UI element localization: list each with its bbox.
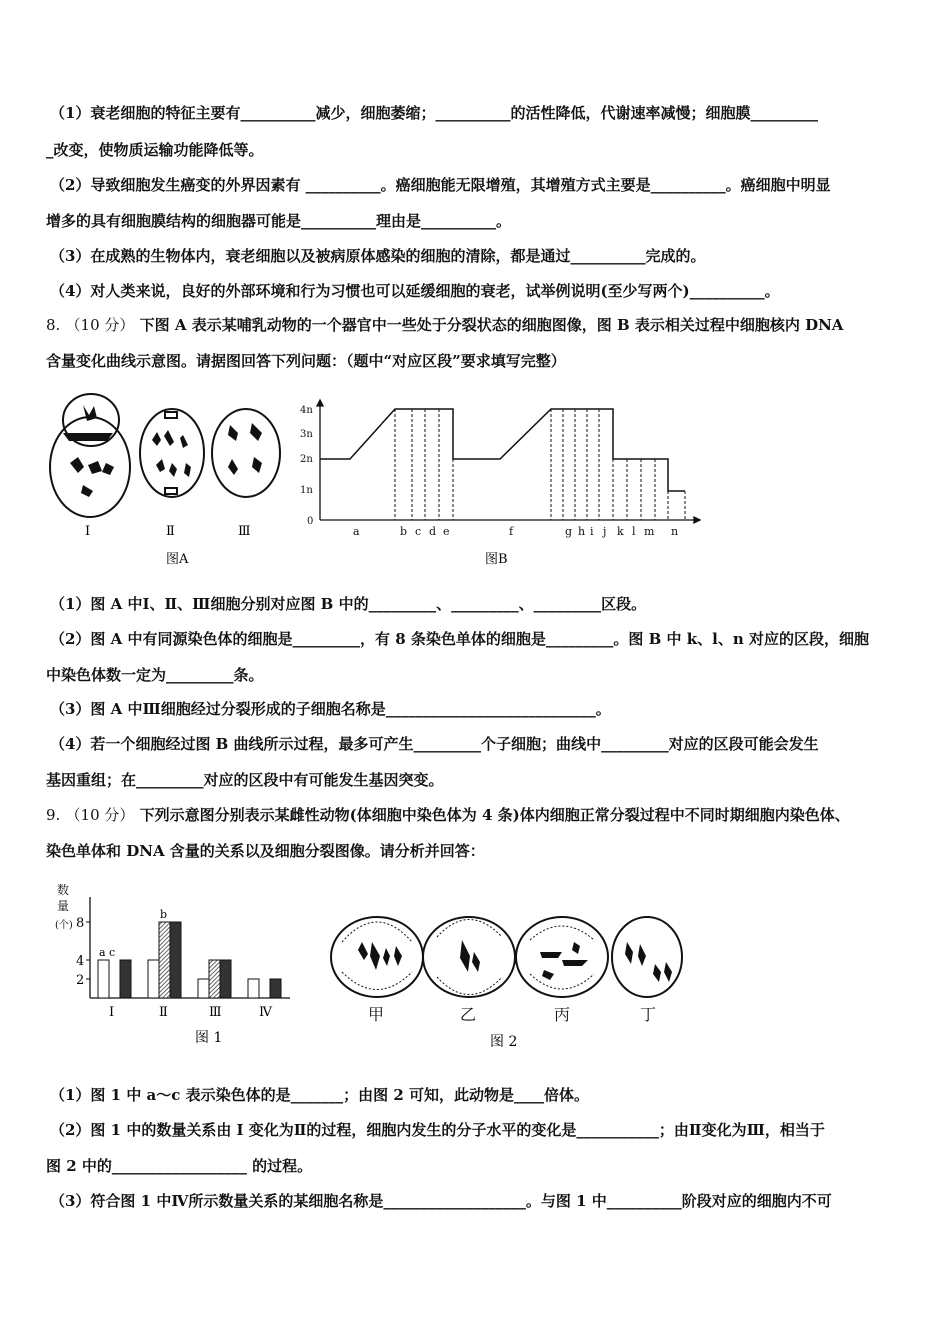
- fig2-label-bing: 丙: [554, 1005, 571, 1024]
- fig2-caption: 图 2: [490, 1034, 518, 1050]
- fig1-ylabel-3: (个): [55, 920, 73, 931]
- fig-b-x-k: k: [617, 525, 624, 538]
- fig-b-ytick-2n: 2n: [300, 454, 313, 465]
- fig1-bar-c-4: [270, 979, 281, 998]
- fig-a-label-2: Ⅱ: [166, 524, 175, 539]
- fig1-ytick-label: 8: [76, 916, 85, 931]
- fig-b-x-c: c: [415, 525, 422, 538]
- fig1-ytick-label: 4: [76, 954, 85, 969]
- fig-b-x-i: i: [590, 525, 594, 538]
- q9-number: 9.: [46, 806, 61, 824]
- q7-part3: （3）在成熟的生物体内，衰老细胞以及被病原体感染的细胞的清除，都是通过__________完成的。: [50, 247, 706, 265]
- fig-b-ytick-1n: 1n: [300, 485, 313, 496]
- cell-3: [212, 409, 280, 497]
- q8-stem-line2: 含量变化曲线示意图。请据图回答下列问题：（题中“对应区段”要求填写完整）: [46, 352, 566, 370]
- fig-b-x-n: n: [671, 525, 679, 538]
- q7-part4: （4）对人类来说，良好的外部环境和行为习惯也可以延缓细胞的衰老，试举例说明(至少写两个)__________。: [50, 282, 780, 300]
- fig-b-x-d: d: [429, 525, 437, 538]
- fig1-bar-a-4: [248, 979, 259, 998]
- q9-part2-line1: （2）图 1 中的数量关系由 I 变化为Ⅱ的过程，细胞内发生的分子水平的变化是___________；由Ⅱ变化为Ⅲ，相当于: [50, 1121, 825, 1139]
- q8-part4-line1: （4）若一个细胞经过图 B 曲线所示过程，最多可产生_________个子细胞；曲线中_________对应的区段可能会发生: [50, 735, 819, 753]
- fig-b-x-b: b: [400, 525, 408, 538]
- q8-part1: （1）图 A 中Ⅰ、Ⅱ、Ⅲ细胞分别对应图 B 中的_________、_________、_________区段。: [50, 595, 647, 613]
- q7-part1-line1: （1）衰老细胞的特征主要有__________减少，细胞萎缩；__________的活性降低，代谢速率减慢；细胞膜_________: [50, 104, 818, 122]
- q8-part2-line1: （2）图 A 中有同源染色体的细胞是_________，有 8 条染色单体的细胞是_________。图 B 中 k、l、n 对应的区段，细胞: [50, 630, 869, 648]
- fig1-bar-a-2: [148, 960, 159, 998]
- fig1-bar-c-1: [120, 960, 131, 998]
- cell-3-chromosomes: [228, 423, 262, 475]
- fig-b-x-j: j: [603, 525, 607, 538]
- q8-part2-line2: 中染色体数一定为_________条。: [46, 666, 264, 684]
- fig-b-x-e: e: [443, 525, 450, 538]
- fig1-ylabel-2: 量: [57, 899, 70, 913]
- cell-2: [140, 409, 204, 497]
- fig1-series-letter-b: b: [160, 908, 168, 921]
- q8-figure-b: [295, 395, 715, 575]
- q9-part2-line2: 图 2 中的__________________ 的过程。: [46, 1157, 313, 1175]
- cell-2-chromosomes: [152, 430, 191, 477]
- fig1-series-letter-a: a: [99, 946, 106, 959]
- cell-1: [50, 394, 130, 517]
- fig-b-x-a: a: [353, 525, 360, 538]
- q9-figure-1-chart: [55, 880, 305, 1055]
- fig-b-ytick-0: 0: [307, 516, 314, 527]
- q7-part2-line2: 增多的具有细胞膜结构的细胞器可能是__________理由是__________。: [46, 212, 512, 230]
- fig-a-caption: 图A: [166, 552, 189, 567]
- fig-a-label-3: Ⅲ: [238, 524, 251, 539]
- q8-score: （10 分）: [65, 316, 135, 334]
- fig-b-x-h: h: [578, 525, 586, 538]
- q8-figure-a: [48, 385, 288, 570]
- q8-stem-text: 下图 A 表示某哺乳动物的一个器官中一些处于分裂状态的细胞图像，图 B 表示相关过程中细胞核内 DNA: [139, 316, 844, 334]
- q9-stem-line2: 染色单体和 DNA 含量的关系以及细胞分裂图像。请分析并回答：: [46, 842, 485, 860]
- q8-part3: （3）图 A 中Ⅲ细胞经过分裂形成的子细胞名称是____________________________。: [50, 700, 611, 718]
- fig-b-axes: [317, 400, 700, 523]
- fig-b-x-g: g: [565, 525, 573, 538]
- cell-bing: [516, 917, 608, 997]
- fig1-bar-c-3: [220, 960, 231, 998]
- q7-part1-line2: _改变，使物质运输功能降低等。: [46, 141, 264, 159]
- fig1-bar-b-2: [159, 922, 170, 998]
- fig1-caption: 图 1: [195, 1030, 223, 1046]
- q9-stem-line1: [46, 805, 850, 825]
- fig1-bar-a-1: [98, 960, 109, 998]
- fig1-series-letter-c: c: [109, 946, 116, 959]
- fig1-category-label: Ⅳ: [259, 1005, 272, 1020]
- fig1-bar-a-3: [198, 979, 209, 998]
- q9-stem-text: 下列示意图分别表示某雌性动物(体细胞中染色体为 4 条)体内细胞正常分裂过程中不同时期细胞内染色体、: [139, 806, 850, 824]
- fig-b-caption: 图B: [485, 552, 508, 567]
- q9-score: （10 分）: [65, 806, 135, 824]
- cell-1-chromosomes: [63, 405, 114, 497]
- q8-part4-line2: 基因重组；在_________对应的区段中有可能发生基因突变。: [46, 771, 444, 789]
- fig-b-ytick-3n: 3n: [300, 429, 313, 440]
- fig-b-x-f: f: [509, 525, 514, 538]
- q8-number: 8.: [46, 316, 61, 334]
- q9-part3: （3）符合图 1 中Ⅳ所示数量关系的某细胞名称是___________________。与图 1 中__________阶段对应的细胞内不可: [50, 1192, 832, 1210]
- fig2-label-ding: 丁: [640, 1005, 657, 1024]
- fig1-category-label: Ⅱ: [159, 1005, 168, 1020]
- fig-a-label-1: Ⅰ: [85, 524, 91, 539]
- cell-ding: [612, 917, 682, 997]
- fig1-ytick-label: 2: [76, 973, 85, 988]
- fig-b-x-m: m: [644, 525, 655, 538]
- fig1-bar-b-3: [209, 960, 220, 998]
- fig1-category-label: Ⅲ: [209, 1005, 222, 1020]
- q9-part1: （1）图 1 中 a～c 表示染色体的是_______；由图 2 可知，此动物是____倍体。: [50, 1086, 589, 1104]
- dna-curve-dashes: [395, 409, 685, 520]
- dna-curve: [320, 409, 685, 491]
- fig1-bar-c-2: [170, 922, 181, 998]
- q7-part2-line1: （2）导致细胞发生癌变的外界因素有 __________。癌细胞能无限增殖，其增殖方式主要是__________。癌细胞中明显: [50, 176, 831, 194]
- fig1-category-label: Ⅰ: [109, 1005, 115, 1020]
- fig2-label-yi: 乙: [460, 1005, 477, 1024]
- fig-b-ytick-4n: 4n: [300, 405, 313, 416]
- fig1-ylabel-1: 数: [57, 883, 70, 897]
- q9-figure-2: [322, 912, 702, 1052]
- fig-b-x-l: l: [632, 525, 636, 538]
- q8-stem-line1: [46, 315, 843, 335]
- fig2-label-jia: 甲: [368, 1005, 385, 1024]
